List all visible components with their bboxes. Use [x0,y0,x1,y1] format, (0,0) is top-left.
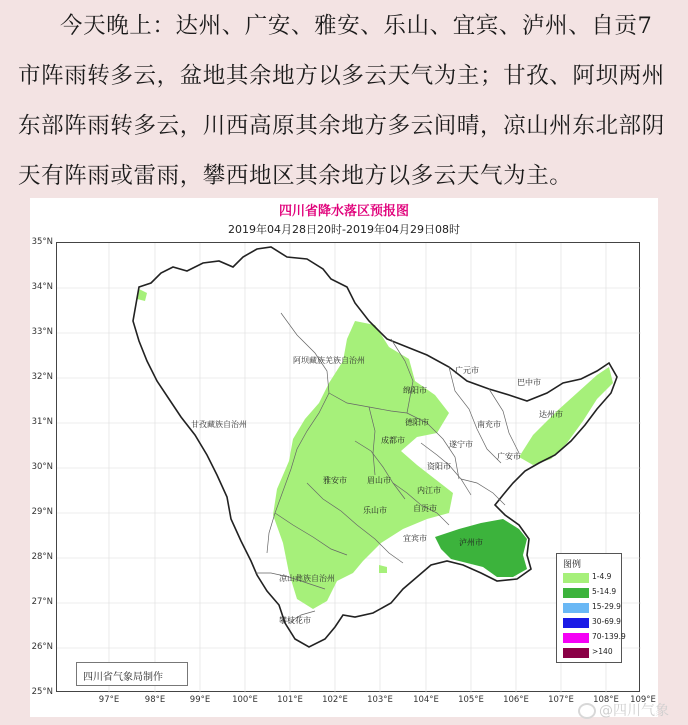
legend-label: 15-29.9 [592,602,621,611]
legend-swatch [563,603,589,613]
credit-box [76,662,188,686]
city-label-meishan: 眉山市 [367,476,391,485]
lon-label-101: 101°E [277,695,303,705]
lon-label-100: 100°E [232,695,258,705]
map-canvas [57,243,641,693]
city-label-luzhou: 泸州市 [459,538,483,547]
lat-label-31: 31°N [31,417,53,427]
city-label-yaan: 雅安市 [323,476,347,485]
city-label-mianyang: 绵阳市 [403,386,427,395]
credit-text: 四川省气象局制作 [83,672,163,683]
city-label-bazhong: 巴中市 [517,378,541,387]
city-label-panzhihua: 攀枝花市 [279,616,311,625]
region-label-aba: 阿坝藏族羌族自治州 [293,356,365,365]
lat-label-33: 33°N [31,327,53,337]
forecast-line-2: 市阵雨转多云，盆地其余地方以多云天气为主；甘孜、阿坝两州 [18,63,665,89]
city-label-yibin: 宜宾市 [403,534,427,543]
lat-label-30: 30°N [31,462,53,472]
lat-label-26: 26°N [31,642,53,652]
map-subtitle: 2019年04月28日20时-2019年04月29日08时 [228,223,460,236]
legend-label: 5-14.9 [592,587,617,596]
city-label-suining: 遂宁市 [449,440,473,449]
watermark-text: @四川气象 [599,703,669,719]
city-label-chengdu: 成都市 [381,436,405,445]
lon-label-103: 103°E [367,695,393,705]
lon-label-97: 97°E [98,695,120,705]
lat-label-27: 27°N [31,597,53,607]
legend-swatch [563,648,589,658]
lat-label-28: 28°N [31,552,53,562]
legend-row [563,617,621,628]
lat-label-34: 34°N [31,282,53,292]
lat-label-29: 29°N [31,507,53,517]
city-label-deyang: 德阳市 [405,418,429,427]
legend-swatch [563,633,589,643]
city-label-leshan: 乐山市 [363,506,387,515]
legend-swatch [563,573,589,583]
city-label-neijiang: 内江市 [417,486,441,495]
lat-label-35: 35°N [31,237,53,247]
lat-label-25: 25°N [31,687,53,697]
lon-label-106: 106°E [503,695,529,705]
lon-label-105: 105°E [458,695,484,705]
weibo-icon [578,703,596,719]
forecast-line-4: 天有阵雨或雷雨，攀西地区其余地方以多云天气为主。 [18,163,573,189]
legend-label: 70-139.9 [592,632,626,641]
legend-row [563,587,621,598]
forecast-line-3: 东部阵雨转多云，川西高原其余地方多云间晴，凉山州东北部阴 [18,113,665,139]
lon-label-99: 99°E [189,695,211,705]
map-title: 四川省降水落区预报图 [278,204,409,219]
city-label-ziyang: 资阳市 [427,462,451,471]
lon-label-98: 98°E [144,695,166,705]
lon-label-107: 107°E [548,695,574,705]
legend-swatch [563,588,589,598]
city-label-guangyuan: 广元市 [455,366,479,375]
legend-label: >140 [592,647,613,656]
legend-row [563,572,621,583]
legend [556,553,626,663]
city-label-zigong: 自贡市 [413,504,437,513]
legend-row [563,647,621,658]
lat-label-32: 32°N [31,372,53,382]
lon-label-109: 109°E [630,695,656,705]
legend-row [563,632,626,643]
forecast-text [0,0,688,198]
lon-label-104: 104°E [413,695,439,705]
city-label-nanchong: 南充市 [477,420,501,429]
lon-label-108: 108°E [593,695,619,705]
legend-swatch [563,618,589,628]
rain-area-moderate [435,519,527,577]
legend-label: 30-69.9 [592,617,621,626]
forecast-line-1: 今天晚上：达州、广安、雅安、乐山、宜宾、泸州、自贡7 [60,13,653,39]
map-frame [31,237,656,705]
lon-label-102: 102°E [322,695,348,705]
watermark [578,700,669,720]
legend-label: 1-4.9 [592,572,612,581]
legend-title: 图例 [563,560,582,570]
rain-area-light [137,289,613,609]
legend-row [563,602,621,613]
region-label-liangshan: 凉山彝族自治州 [279,574,335,583]
city-label-guangan: 广安市 [497,452,521,461]
city-label-dazhou: 达州市 [539,410,563,419]
region-label-ganzi: 甘孜藏族自治州 [191,420,247,429]
map-panel [30,198,658,717]
